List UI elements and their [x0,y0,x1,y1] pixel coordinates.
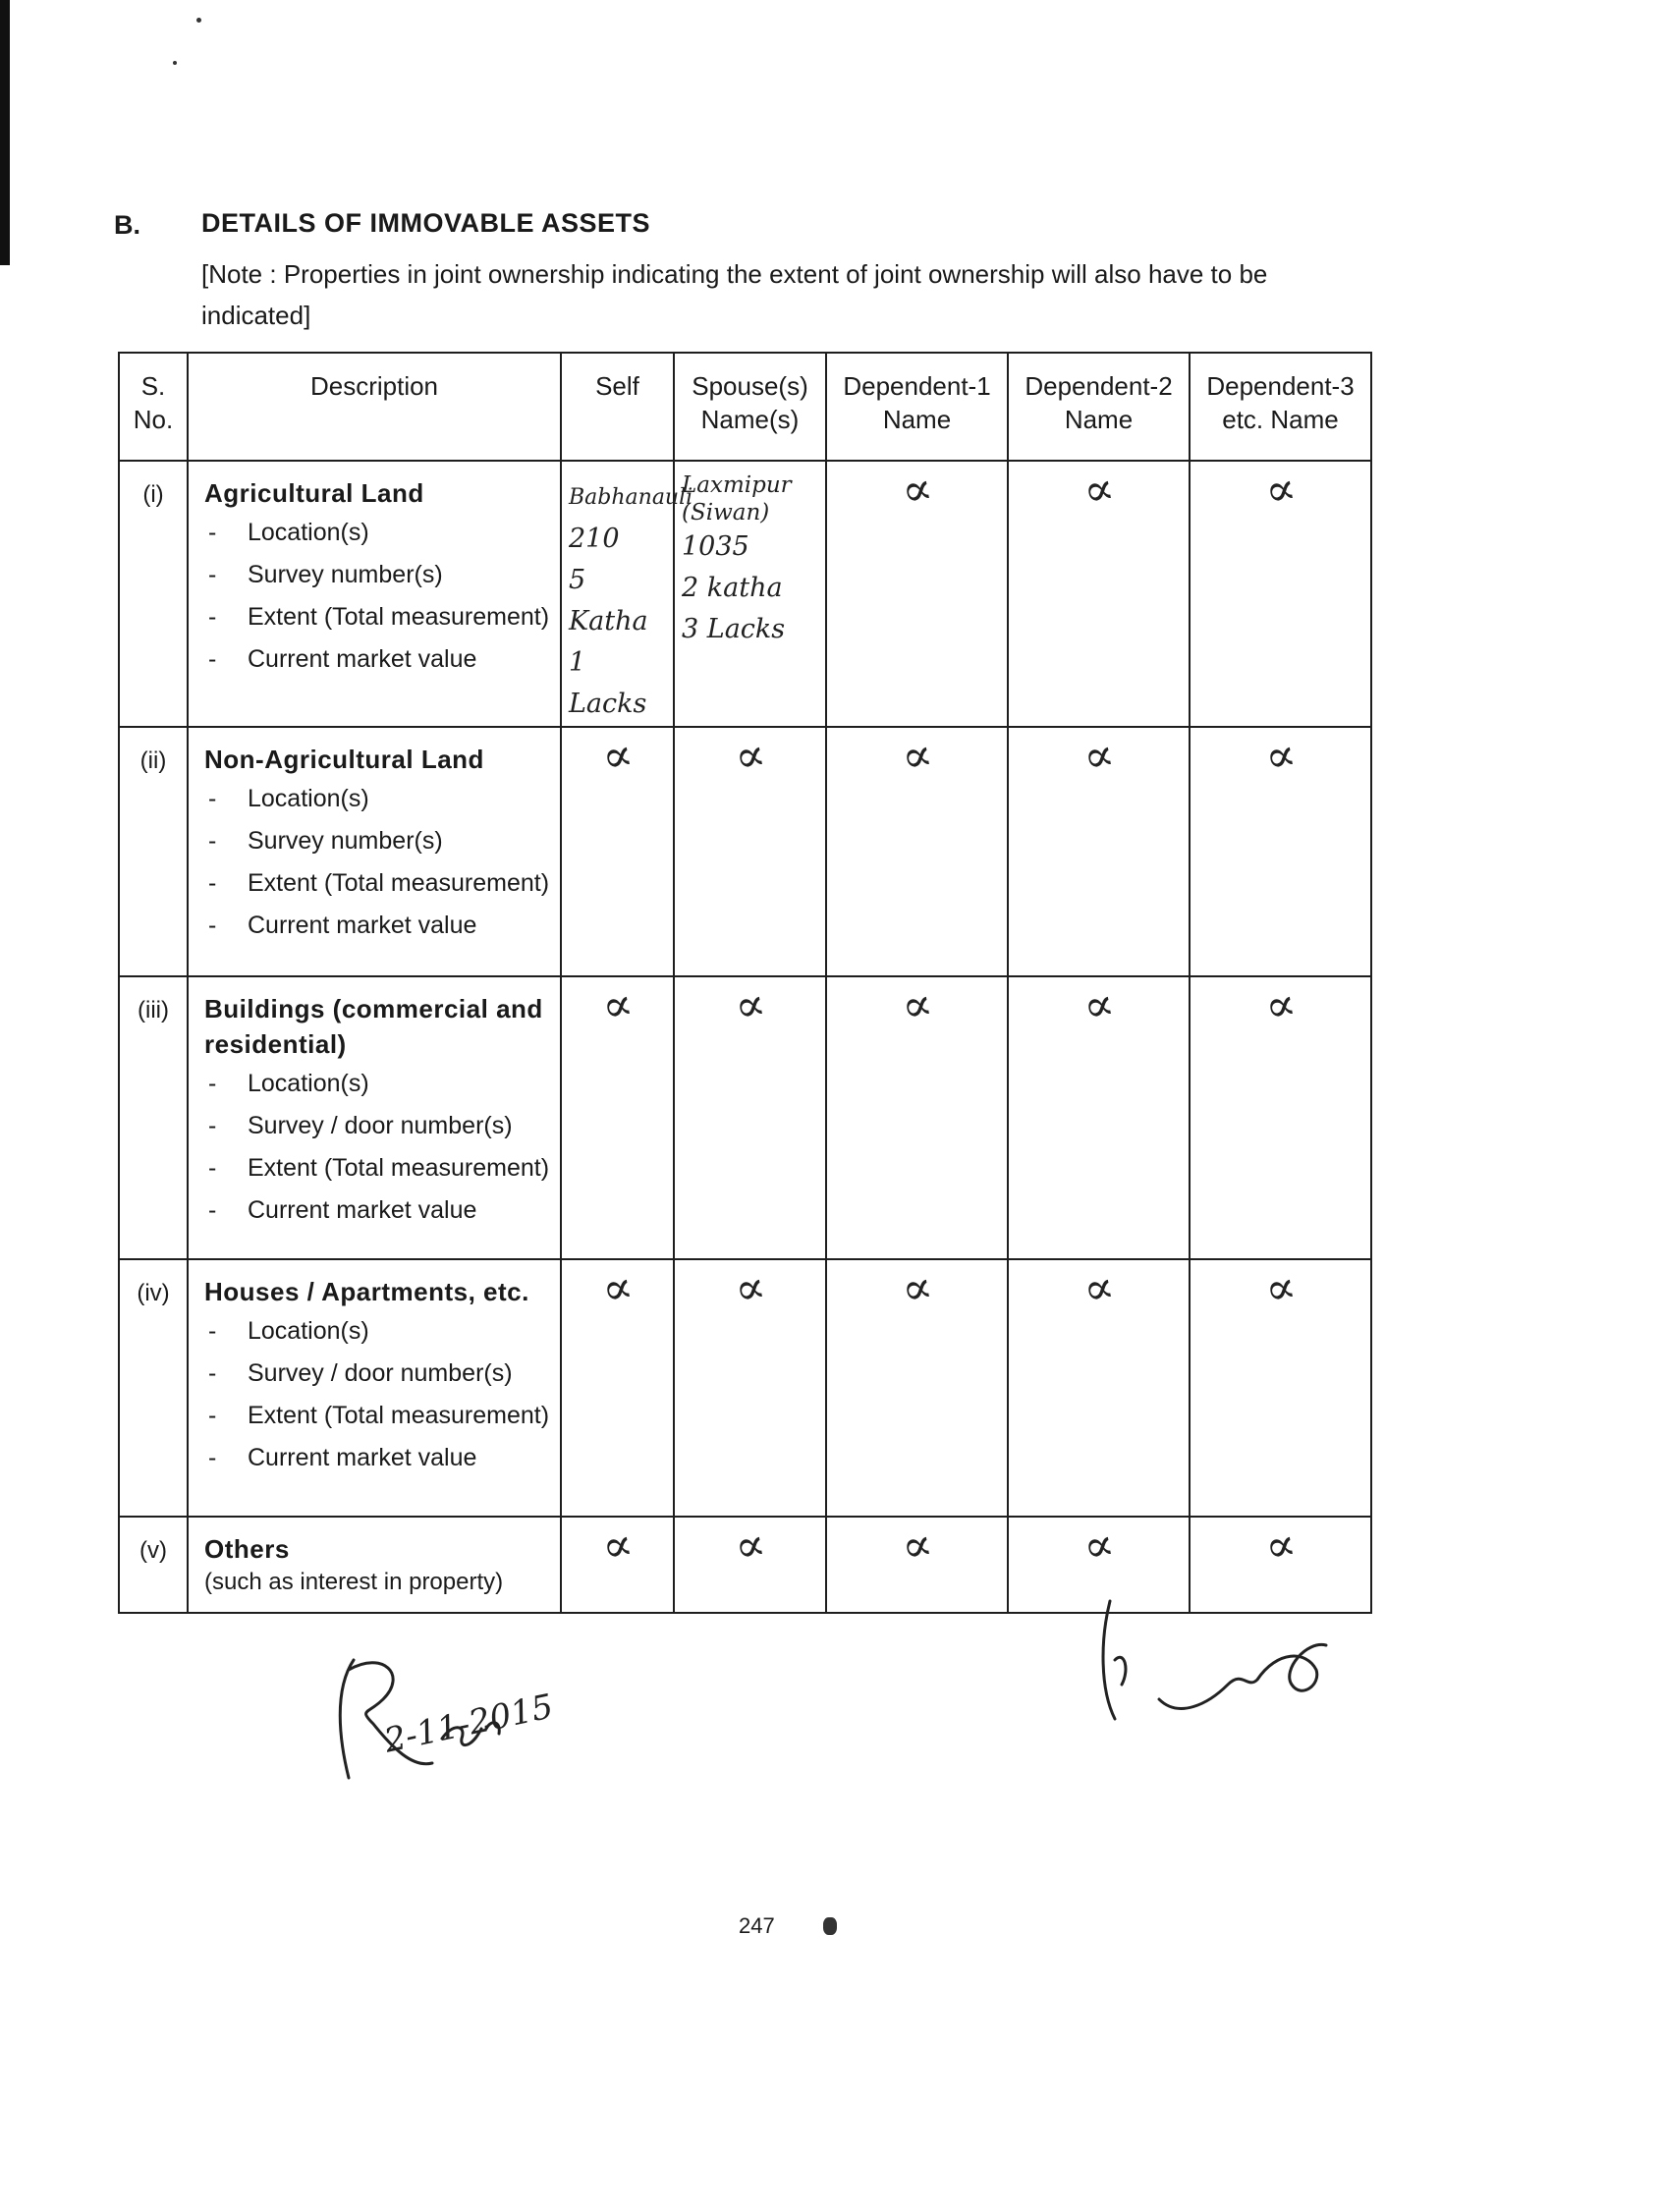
cell-dependent-1 [826,1517,1008,1613]
table-row [119,461,1371,727]
cell-dependent-2 [1008,461,1190,727]
handwritten-nil-mark: ∝ [1260,1516,1301,1575]
cell-spouse [674,976,826,1259]
page-number: 247 [739,1913,775,1938]
handwritten-extent: 2 katha [682,573,783,603]
cell-dependent-3 [1190,727,1371,976]
handwritten-value: 3 Lacks [682,614,786,644]
handwritten-nil-mark: ∝ [730,726,770,785]
scan-edge-shadow [0,0,10,265]
row-item: - Location(s) [204,1315,550,1348]
cell-dependent-1 [826,1259,1008,1517]
row-item: - Extent (Total measurement) [204,601,550,634]
table-row [119,1259,1371,1517]
row-sno: (iv) [119,1259,188,1517]
table-row [119,727,1371,976]
section-title: DETAILS OF IMMOVABLE ASSETS [201,208,651,238]
handwritten-value: 1 Lacks [569,647,647,719]
cell-dependent-2 [1008,1259,1190,1517]
cell-dependent-2 [1008,727,1190,976]
row-sno: (v) [119,1517,188,1613]
row-item: - Current market value [204,643,550,676]
cell-spouse [674,727,826,976]
signature-date: 2-11-2015 [380,1687,557,1761]
row-description [188,1517,561,1613]
handwritten-nil-mark: ∝ [897,975,937,1034]
header-sno: S. No. [119,353,188,461]
handwritten-nil-mark: ∝ [597,726,637,785]
cell-self [561,727,674,976]
immovable-assets-table [118,352,1372,1614]
table-row [119,976,1371,1259]
handwritten-location: Laxmipur (Siwan) [682,472,792,525]
handwritten-nil-mark: ∝ [730,1258,770,1317]
row-title: Buildings (commercial and residential) [204,994,543,1059]
header-row [119,353,1371,461]
handwritten-nil-mark: ∝ [597,1516,637,1575]
row-description [188,727,561,976]
header-dependent-3: Dependent-3 etc. Name [1190,353,1371,461]
row-title: Others [204,1534,290,1564]
row-title: Houses / Apartments, etc. [204,1277,529,1306]
handwritten-nil-mark: ∝ [897,1516,937,1575]
row-item: - Survey number(s) [204,559,550,591]
section-letter: B. [114,210,140,240]
row-sno: (iii) [119,976,188,1259]
row-item: - Location(s) [204,1068,550,1100]
row-item: - Location(s) [204,517,550,549]
cell-spouse [674,461,826,727]
handwritten-nil-mark: ∝ [897,726,937,785]
row-item: - Extent (Total measurement) [204,1152,550,1185]
cell-spouse [674,1259,826,1517]
handwritten-nil-mark: ∝ [1079,1258,1119,1317]
row-item: - Extent (Total measurement) [204,1400,550,1432]
cell-dependent-1 [826,976,1008,1259]
cell-spouse [674,1517,826,1613]
row-subtitle: (such as interest in property) [204,1569,504,1595]
row-description [188,461,561,727]
handwritten-nil-mark: ∝ [597,1258,637,1317]
handwritten-nil-mark: ∝ [897,1258,937,1317]
handwritten-extent: 5 Katha [569,565,648,636]
handwritten-nil-mark: ∝ [1260,1258,1301,1317]
handwritten-survey: 210 [569,524,620,554]
row-item: - Location(s) [204,783,550,815]
cell-self [561,461,693,727]
handwritten-nil-mark: ∝ [1260,726,1301,785]
handwritten-survey: 1035 [682,531,749,562]
handwritten-nil-mark: ∝ [897,460,937,519]
row-item: - Survey / door number(s) [204,1110,550,1142]
header-dependent-2: Dependent-2 Name [1008,353,1190,461]
row-sno: (ii) [119,727,188,976]
handwritten-nil-mark: ∝ [1079,975,1119,1034]
handwritten-nil-mark: ∝ [1079,460,1119,519]
row-title: Non-Agricultural Land [204,745,484,774]
handwritten-nil-mark: ∝ [1260,975,1301,1034]
header-spouse: Spouse(s) Name(s) [674,353,826,461]
cell-self [561,1259,674,1517]
row-item: - Survey number(s) [204,825,550,857]
row-sno: (i) [119,461,188,727]
row-item: - Current market value [204,910,550,942]
row-item: - Survey / door number(s) [204,1357,550,1390]
handwritten-location: Babhanauli [569,485,693,510]
section-note: [Note : Properties in joint ownership indicating the extent of joint ownership will also have to be indicated] [201,259,1268,330]
handwritten-nil-mark: ∝ [730,1516,770,1575]
row-item: - Current market value [204,1194,550,1227]
cell-dependent-1 [826,727,1008,976]
row-item: - Extent (Total measurement) [204,867,550,900]
header-self: Self [561,353,674,461]
row-title: Agricultural Land [204,478,424,508]
cell-dependent-3 [1190,976,1371,1259]
signature-right [1071,1591,1385,1748]
cell-dependent-2 [1008,976,1190,1259]
handwritten-nil-mark: ∝ [1079,1516,1119,1575]
header-description: Description [188,353,561,461]
handwritten-nil-mark: ∝ [597,975,637,1034]
cell-dependent-3 [1190,461,1371,727]
cell-dependent-1 [826,461,1008,727]
scan-speck [196,18,201,23]
handwritten-nil-mark: ∝ [1260,460,1301,519]
row-description [188,976,561,1259]
handwritten-nil-mark: ∝ [730,975,770,1034]
cell-self [561,976,674,1259]
scan-speck [823,1917,837,1935]
scan-speck [173,61,177,65]
header-dependent-1: Dependent-1 Name [826,353,1008,461]
row-item: - Current market value [204,1442,550,1474]
cell-self [561,1517,674,1613]
handwritten-nil-mark: ∝ [1079,726,1119,785]
cell-dependent-3 [1190,1259,1371,1517]
row-description [188,1259,561,1517]
